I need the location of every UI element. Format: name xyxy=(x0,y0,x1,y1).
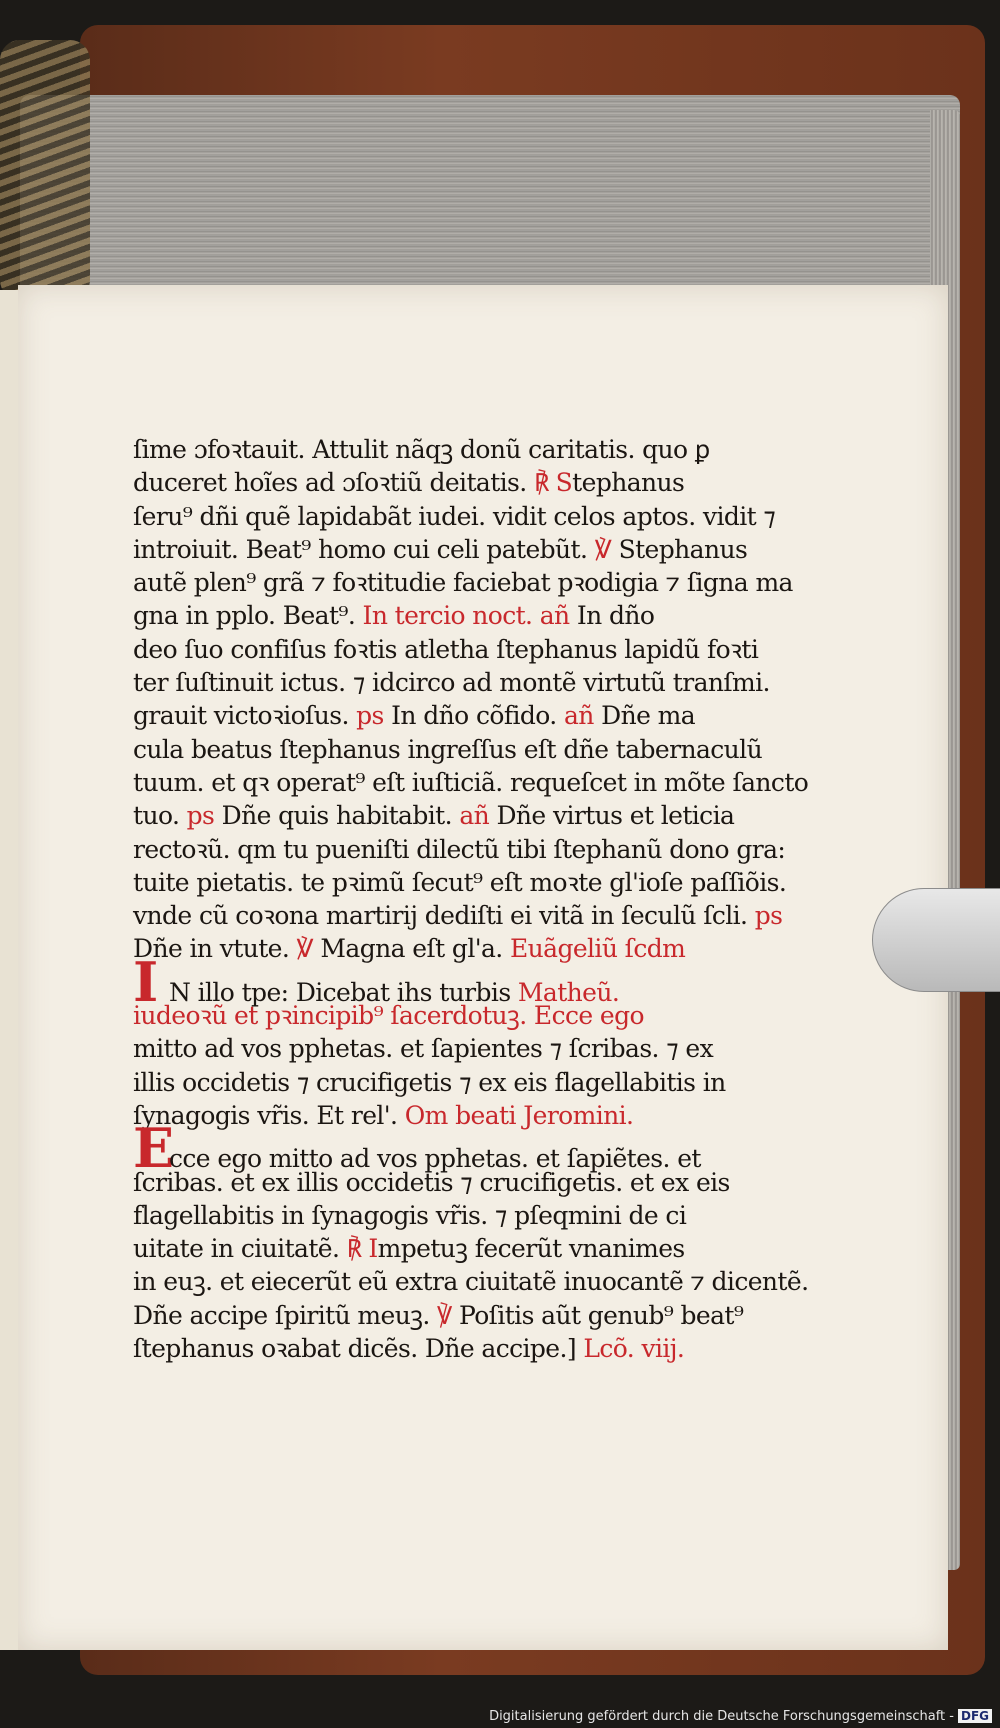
line-text: uitate in ciuitatẽ. xyxy=(133,1234,347,1264)
line-text: mitto ad vos pphetas. et ſapientes ⁊ ſcribas. ⁊ ex xyxy=(133,1034,714,1064)
text-line xyxy=(133,1099,733,1132)
line-text: cce ego mitto ad vos pphetas. et ſapiẽtes. et xyxy=(169,1144,701,1174)
line-text: ſeru⁹ dñi quẽ lapidabãt iudei. vidit celos aptos. vidit ⁊ xyxy=(133,501,776,531)
page-edges-top xyxy=(20,95,960,295)
line-text: gna in pplo. Beat⁹. xyxy=(133,601,363,631)
text-line xyxy=(133,1116,733,1181)
text-line xyxy=(133,500,776,533)
rubric-text: añ xyxy=(563,701,594,731)
line-text: Magna eſt gl'a. xyxy=(313,934,510,964)
text-line xyxy=(133,733,763,766)
line-text: N illo tpe: Dicebat ihs turbis xyxy=(169,977,518,1007)
text-line xyxy=(133,799,733,832)
rubric-text: ps xyxy=(754,901,783,931)
line-text: Dñe quis habitabit. xyxy=(214,801,460,831)
rubric-text: ℣ xyxy=(594,534,612,564)
text-line xyxy=(133,866,787,899)
page-text xyxy=(133,433,809,1365)
initial-letter: I xyxy=(133,949,158,1014)
text-line xyxy=(133,1232,733,1265)
text-line xyxy=(133,466,733,499)
line-text: Dñe virtus et leticia xyxy=(489,801,735,831)
line-text: illis occidetis ⁊ crucifigetis ⁊ ex eis flagellabitis in xyxy=(133,1067,726,1097)
line-text: cula beatus ſtephanus ingreſſus eſt dñe tabernaculũ xyxy=(133,734,763,764)
text-line xyxy=(133,999,733,1032)
text-line xyxy=(133,533,748,566)
text-line xyxy=(133,1066,733,1099)
line-text: flagellabitis in ſynagogis vr̃is. ⁊ pſeqmini de ci xyxy=(133,1200,687,1230)
rubric-text: Euãgeliũ ſcdm xyxy=(509,934,686,964)
line-text: ſynagogis vr̃is. Et rel'. xyxy=(133,1100,405,1130)
rubric-text: ℣ xyxy=(296,934,314,964)
book-page xyxy=(18,285,948,1650)
text-line xyxy=(133,699,733,732)
line-text: introiuit. Beat⁹ homo cui celi patebũt. xyxy=(133,534,595,564)
text-line xyxy=(133,1199,733,1232)
line-text: deo ſuo confiſus foꝛtis atletha ſtephanus lapidũ foꝛti xyxy=(133,634,759,664)
dfg-logo: DFG xyxy=(958,1709,992,1723)
line-text: Dñe ma xyxy=(593,701,696,731)
text-line xyxy=(133,766,809,799)
line-text: grauit victoꝛioſus. xyxy=(133,701,357,731)
rubric-text: Matheũ. xyxy=(517,977,620,1007)
line-text: ſtephanus oꝛabat dicẽs. Dñe accipe.] xyxy=(133,1334,584,1364)
rubric-text: ps xyxy=(186,801,215,831)
text-line xyxy=(133,1299,744,1332)
line-text: ter ſuſtinuit ictus. ⁊ idcirco ad montẽ virtutũ tranſmi. xyxy=(133,668,770,698)
line-text: tuite pietatis. te pꝛimũ ſecut⁹ eſt moꝛte gl'ioſe paſſiõis. xyxy=(133,867,787,897)
rubric-text: Lcõ. viij. xyxy=(583,1334,685,1364)
line-text: autẽ plen⁹ grã ⁊ foꝛtitudie faciebat pꝛodigia ⁊ ſigna ma xyxy=(133,568,793,598)
initial-letter: E xyxy=(133,1116,174,1181)
text-line xyxy=(133,666,770,699)
text-line xyxy=(133,1265,809,1298)
text-line xyxy=(133,566,793,599)
footer-credit xyxy=(489,1709,992,1724)
line-text: ſcribas. et ex illis occidetis ⁊ crucifigetis. et ex eis xyxy=(133,1167,730,1197)
line-text: In dño xyxy=(569,601,655,631)
line-text: tuum. et qꝛ operat⁹ eſt iuſticiã. requeſcet in mõte ſancto xyxy=(133,767,809,797)
rubric-text: añ xyxy=(459,801,490,831)
line-text: rectoꝛũ. qm tu pueniſti dilectũ tibi ſtephanũ dono gra: xyxy=(133,834,786,864)
line-text: Poſitis aũt genub⁹ beat⁹ xyxy=(451,1300,744,1330)
line-text: duceret hoĩes ad ɔſoꝛtiũ deitatis. xyxy=(133,468,534,498)
rubric-text: ℣ xyxy=(437,1300,452,1330)
text-line xyxy=(133,899,783,932)
line-text: Dñe in vtute. xyxy=(133,934,297,964)
text-line xyxy=(133,433,733,466)
rubric-text: Om beati Jeromini. xyxy=(404,1100,634,1130)
line-text: ſime ɔfoꝛtauit. Attulit nãqꝫ donũ caritatis. quo ꝑ xyxy=(133,435,710,464)
line-text: tuo. xyxy=(133,801,187,831)
text-line xyxy=(133,1166,733,1199)
line-text: in euꝫ. et eiecerũt eũ extra ciuitatẽ inuocantẽ ⁊ dicentẽ. xyxy=(133,1267,809,1297)
footer-credit-text: Digitalisierung gefördert durch die Deutsche Forschungsgemeinschaft - xyxy=(489,1709,954,1724)
text-line xyxy=(133,932,733,965)
line-text: mpetuꝫ fecerũt vnanimes xyxy=(377,1234,685,1264)
text-line xyxy=(133,1032,733,1065)
rubric-text: iudeoꝛũ et pꝛincipib⁹ ſacerdotuꝫ. Ecce ego xyxy=(133,1001,644,1031)
rubric-text: ps xyxy=(356,701,384,731)
text-line xyxy=(133,833,786,866)
page-tab-marker xyxy=(872,888,1000,992)
text-line xyxy=(133,633,759,666)
text-line xyxy=(133,599,733,632)
line-text: tephanus xyxy=(572,468,685,498)
rubric-text: ℟ I xyxy=(346,1234,378,1264)
rubric-text: ℟ S xyxy=(533,468,573,498)
rubric-text: In tercio noct. añ xyxy=(362,601,570,631)
text-line xyxy=(133,1332,733,1365)
book-clasp xyxy=(0,40,90,300)
line-text: In dño cõfido. xyxy=(383,701,564,731)
line-text: vnde cũ coꝛona martirij dediſti ei vitã in ſeculũ ſcli. xyxy=(133,901,755,931)
line-text: Dñe accipe ſpiritũ meuꝫ. xyxy=(133,1300,438,1330)
line-text: Stephanus xyxy=(611,534,748,564)
